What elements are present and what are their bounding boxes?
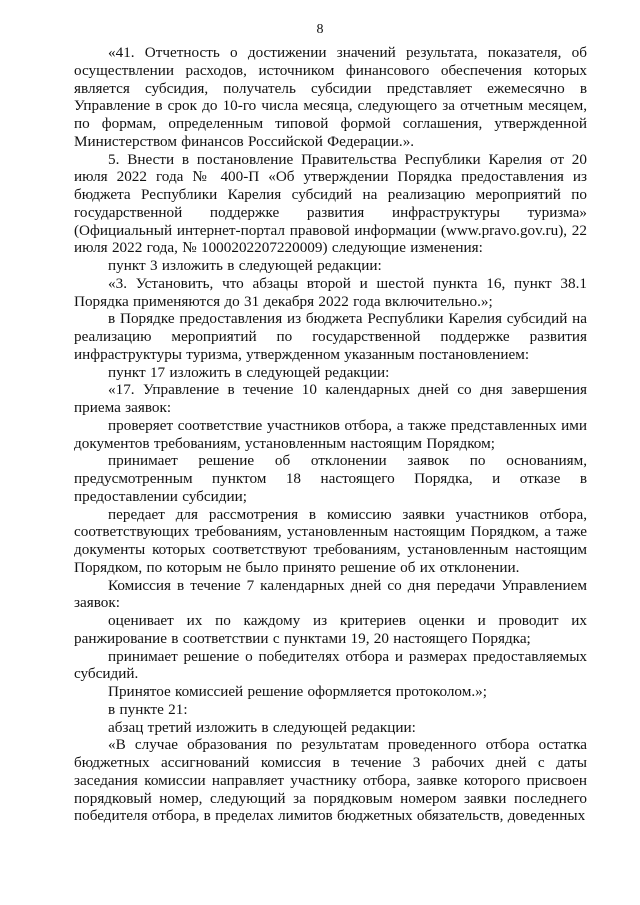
paragraph: «3. Установить, что абзацы второй и шестой пункта 16, пункт 38.1 Порядка применяются до 31 декабря 2022 года включительно.»; bbox=[74, 274, 587, 310]
paragraph: проверяет соответствие участников отбора, а также представленных ими документов требованиям, установленным настоящим Порядком; bbox=[74, 416, 587, 452]
paragraph-clause-17: «17. Управление в течение 10 календарных дней со дня завершения приема заявок: bbox=[74, 381, 587, 416]
page-number: 8 bbox=[316, 22, 324, 37]
paragraph: Принятое комиссией решение оформляется протоколом.»; bbox=[108, 683, 487, 700]
paragraph: Комиссия в течение 7 календарных дней со дня передачи Управлением заявок: bbox=[74, 576, 587, 612]
paragraph: передает для рассмотрения в комиссию заявки участников отбора, соответствующих требованиям, установленным настоящим Порядком, а таже документы которых соответствуют требованиям, установленным настоящим Порядком, по которым не было принято решение об их отклонении. bbox=[74, 505, 587, 576]
paragraph: в Порядке предоставления из бюджета Республики Карелия субсидий на реализацию мероприятий по государственной поддержке развития инфраструктуры туризма, утвержденном указанным постановлением: bbox=[74, 310, 587, 363]
paragraph-clause-41: «41. Отчетность о достижении значений результата, показателя, об осуществлении расходов, источником финансового обеспечения которых является субсидия, получатель субсидии представляет ежемесячно в Управление в срок до 10-го числа месяца, следующего за отчетным месяцем, по формам, определенным типовой формой соглашения, утвержденной Министерством финансов Российской Федерации.». bbox=[74, 44, 587, 150]
paragraph: абзац третий изложить в следующей редакции: bbox=[108, 718, 416, 736]
paragraph: пункт 17 изложить в следующей редакции: bbox=[108, 363, 390, 381]
paragraph: пункт 3 изложить в следующей редакции: bbox=[108, 257, 382, 274]
paragraph: в пункте 21: bbox=[108, 700, 188, 718]
paragraph-item-5: 5. Внести в постановление Правительства Республики Карелия от 20 июля 2022 года № 400-П «Об утверждении Порядка предоставления из бюджета Республики Карелия субсидий на реализацию мероприятий по государственной поддержке развития инфраструктуры туризма» (Официальный интернет-портал правовой информации (www.pravo.gov.ru), 22 июля 2022 года, № 1000202207220009) следующие изменения: bbox=[74, 150, 587, 257]
paragraph: «В случае образования по результатам проведенного отбора остатка бюджетных ассигнований комиссия в течение 3 рабочих дней с даты заседания комиссии направляет участнику отбора, заявке которого присвоен порядковый номер, следующий за порядковым номером заявки последнего победителя отбора, в пределах лимитов бюджетных обязательств, доведенных bbox=[74, 736, 587, 825]
paragraph: оценивает их по каждому из критериев оценки и проводит их ранжирование в соответствии с пунктами 19, 20 настоящего Порядка; bbox=[74, 612, 587, 647]
paragraph: принимает решение об отклонении заявок по основаниям, предусмотренным пунктом 18 настоящего Порядка, и отказе в предоставлении субсидии; bbox=[74, 452, 587, 505]
document-body bbox=[74, 44, 587, 825]
paragraph: принимает решение о победителях отбора и размерах предоставляемых субсидий. bbox=[74, 647, 587, 683]
